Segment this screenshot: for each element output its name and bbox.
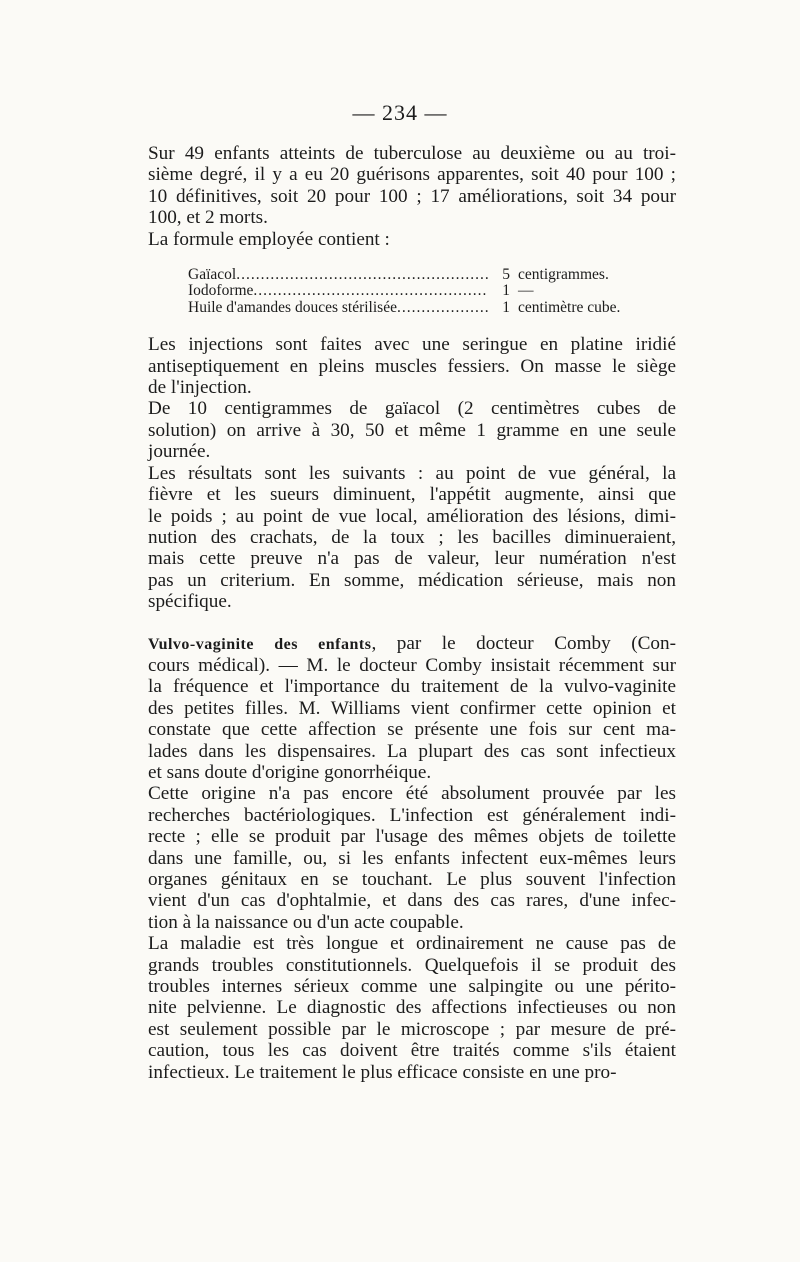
line: De 10 centigrammes de gaïacol (2 centimètres cubes de	[148, 398, 676, 420]
page-number: — 234 —	[352, 100, 448, 125]
paragraph-origin	[130, 783, 676, 933]
formula-ingredient: Huile d'amandes douces stérilisée	[188, 298, 397, 316]
line: grands troubles constitutionnels. Quelquefois il se produit des	[148, 954, 676, 976]
line: antiseptiquement en pleins muscles fessiers. On masse le siège	[148, 355, 676, 377]
formula-unit: —	[518, 282, 534, 300]
line: solution) on arrive à 30, 50 et même 1 gramme en une seule	[148, 419, 676, 441]
line: des petites filles. M. Williams vient confirmer cette opinion et	[148, 697, 676, 719]
formula-row	[188, 300, 658, 316]
line: spécifique.	[148, 591, 232, 613]
line: Cette origine n'a pas encore été absolument prouvée par les	[148, 783, 676, 805]
line: infectieux. Le traitement le plus efficace consiste en une pro-	[148, 1061, 617, 1083]
line: lades dans les dispensaires. La plupart des cas sont infectieux	[148, 740, 676, 762]
formula-quantity: 1	[502, 282, 510, 300]
line: journée.	[148, 441, 211, 463]
line: Sur 49 enfants atteints de tuberculose au deuxième ou au troi-	[148, 143, 676, 164]
formula-quantity: 1	[502, 298, 510, 316]
paragraph-dosage	[130, 398, 676, 462]
line: et sans doute d'origine gonorrhéique.	[148, 761, 432, 783]
paragraph-tuberculosis-results	[130, 143, 676, 229]
line: cours médical). — M. le docteur Comby insistait récemment sur	[148, 654, 676, 676]
line: constate que cette affection se présente une fois sur cent ma-	[148, 719, 676, 741]
line: La maladie est très longue et ordinairement ne cause pas de	[148, 933, 676, 955]
line: vient d'un cas d'ophtalmie, et dans des cas rares, d'une infec-	[148, 890, 676, 912]
paragraph-injections	[130, 334, 676, 398]
line: fièvre et les sueurs diminuent, l'appétit augmente, ainsi que	[148, 484, 676, 506]
section-gap	[130, 613, 676, 633]
body-text	[130, 143, 676, 1083]
paragraph-results	[130, 463, 676, 613]
dot-leader	[236, 267, 488, 283]
formula-ingredient: Gaïacol	[188, 266, 237, 284]
line: le poids ; au point de vue local, amélioration des lésions, dimi-	[148, 505, 676, 527]
dot-leader	[397, 300, 488, 316]
line: La formule employée contient :	[148, 228, 390, 250]
line	[130, 633, 676, 655]
formula-row	[188, 267, 658, 283]
paragraph-vulvo-vaginite	[130, 633, 676, 784]
line: est seulement possible par le microscope ; par mesure de pré-	[148, 1018, 676, 1040]
heading-continuation: , par le docteur Comby (Con-	[371, 632, 676, 654]
line: organes génitaux en se touchant. Le plus souvent l'infection	[148, 869, 676, 890]
line: Les injections sont faites avec une seringue en platine iridié	[148, 334, 676, 356]
line: de l'injection.	[148, 377, 252, 399]
paragraph-disease	[130, 933, 676, 1083]
line: dans une famille, ou, si les enfants infectent eux-mêmes leurs	[148, 847, 676, 869]
paragraph-formula-intro	[130, 229, 676, 250]
line: recherches bactériologiques. L'infection est généralement indi-	[148, 804, 676, 826]
formula-ingredient: Iodoforme	[188, 282, 254, 300]
line: la fréquence et l'importance du traitement de la vulvo-vaginite	[148, 676, 676, 698]
formula-row	[188, 283, 658, 299]
formula-unit: centigrammes.	[518, 266, 609, 284]
paragraph-rest	[130, 655, 676, 783]
formula-quantity: 5	[502, 266, 510, 284]
formula-unit: centimètre cube.	[518, 298, 621, 316]
line: mais cette preuve n'a pas de valeur, leur numération n'est	[148, 548, 676, 570]
line: caution, tous les cas doivent être traités comme s'ils étaient	[148, 1040, 676, 1062]
dot-leader	[253, 283, 488, 299]
line: Les résultats sont les suivants : au point de vue général, la	[148, 462, 676, 484]
line: 10 définitives, soit 20 pour 100 ; 17 améliorations, soit 34 pour	[148, 185, 676, 207]
line: recte ; elle se produit par l'usage des mêmes objets de toilette	[148, 826, 676, 848]
line: nite pelvienne. Le diagnostic des affections infectieuses ou non	[148, 997, 676, 1019]
line: nution des crachats, de la toux ; les bacilles diminueraient,	[148, 526, 676, 548]
line: 100, et 2 morts.	[148, 207, 268, 229]
section-heading: Vulvo-vaginite des enfants	[148, 635, 372, 653]
formula-table	[188, 267, 658, 316]
line: pas un criterium. En somme, médication sérieuse, mais non	[148, 569, 676, 591]
line: sième degré, il y a eu 20 guérisons apparentes, soit 40 pour 100 ;	[148, 164, 676, 186]
line: troubles internes sérieux comme une salpingite ou une périto-	[148, 976, 676, 998]
line: tion à la naissance ou d'un acte coupable.	[148, 911, 464, 933]
